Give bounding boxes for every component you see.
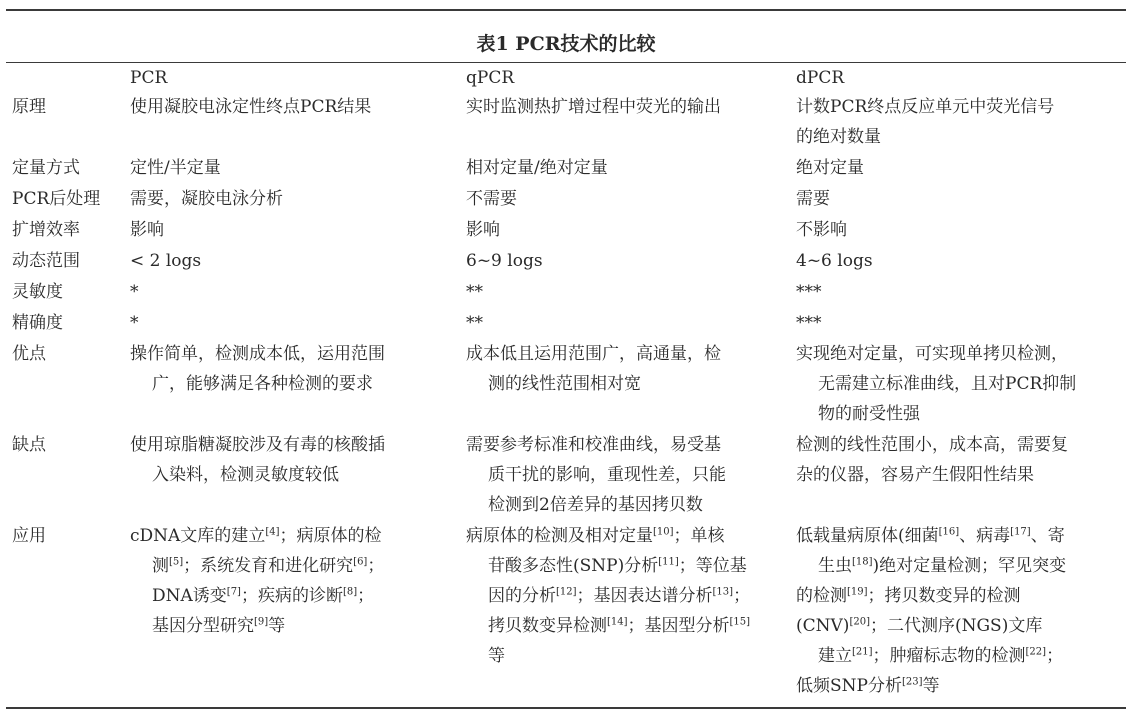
cell-line: *** xyxy=(796,313,822,333)
cell-text: 苷酸多态性(SNP)分析 xyxy=(488,556,659,576)
table-caption: 表1 PCR技术的比较 xyxy=(476,33,656,55)
cell-line: 6~9 logs xyxy=(466,251,543,271)
cell-text: 的检测 xyxy=(796,586,847,606)
citation-ref: [7] xyxy=(226,586,241,598)
header-rule xyxy=(6,62,1126,63)
cell-pcr xyxy=(130,308,466,339)
cell-pcr xyxy=(130,430,466,521)
table-row xyxy=(12,277,1122,308)
cell-line: * xyxy=(130,282,139,302)
cell-line: 的绝对数量 xyxy=(796,127,881,147)
cell-text: ；基因型分析 xyxy=(627,616,730,636)
row-label: 灵敏度 xyxy=(12,282,63,302)
cell-text: 低频SNP分析 xyxy=(796,676,902,696)
cell-pcr xyxy=(130,92,466,153)
cell-line xyxy=(796,551,1122,581)
cell-line: 4~6 logs xyxy=(796,251,873,271)
cell-line xyxy=(796,581,1122,611)
cell-line xyxy=(466,521,796,551)
cell-line xyxy=(796,641,1122,671)
row-label: 优点 xyxy=(12,344,46,364)
cell-line: 物的耐受性强 xyxy=(818,404,920,424)
cell-dpcr xyxy=(796,339,1122,430)
cell-line: 需要参考标准和校准曲线，易受基 xyxy=(466,435,721,455)
citation-ref: [20] xyxy=(849,616,870,628)
row-label: 定量方式 xyxy=(12,158,80,178)
cell-line: 测的线性范围相对宽 xyxy=(488,374,641,394)
cell-pcr xyxy=(130,153,466,184)
table-bottom-rule xyxy=(6,707,1126,709)
row-label: 应用 xyxy=(12,526,46,546)
citation-ref: [13] xyxy=(712,586,734,598)
table-top-rule xyxy=(6,9,1126,11)
cell-pcr xyxy=(130,277,466,308)
cell-qpcr xyxy=(466,521,796,702)
cell-line xyxy=(466,581,796,611)
cell-line: 操作简单，检测成本低，运用范围 xyxy=(130,344,385,364)
cell-pcr xyxy=(130,246,466,277)
cell-text: ；单核 xyxy=(673,526,725,546)
cell-dpcr xyxy=(796,153,1122,184)
cell-text: 建立 xyxy=(818,646,852,666)
cell-line: 计数PCR终点反应单元中荧光信号 xyxy=(796,97,1055,117)
citation-ref: [5] xyxy=(169,556,184,568)
cell-text: ；病原体的检 xyxy=(279,526,382,546)
row-label: 精确度 xyxy=(12,313,63,333)
citation-ref: [9] xyxy=(254,616,269,628)
header-empty xyxy=(12,66,130,92)
cell-line xyxy=(796,671,1122,701)
cell-qpcr xyxy=(466,246,796,277)
citation-ref: [15] xyxy=(729,616,751,628)
cell-qpcr xyxy=(466,92,796,153)
cell-line xyxy=(466,641,796,671)
cell-text: ；拷贝数变异的检测 xyxy=(867,586,1021,606)
cell-text: ；二代测序(NGS)文库 xyxy=(869,616,1043,636)
cell-line: 实时监测热扩增过程中荧光的输出 xyxy=(466,97,721,117)
cell-line: 影响 xyxy=(130,220,164,240)
cell-text: 等 xyxy=(268,616,286,636)
cell-line: 广，能够满足各种检测的要求 xyxy=(152,374,373,394)
table-row xyxy=(12,521,1122,702)
row-label: PCR后处理 xyxy=(12,189,101,209)
citation-ref: [10] xyxy=(653,526,674,538)
cell-text: ； xyxy=(1046,646,1064,666)
cell-line: 需要，凝胶电泳分析 xyxy=(130,189,283,209)
cell-line xyxy=(130,521,466,551)
cell-line xyxy=(796,521,1122,551)
cell-pcr xyxy=(130,184,466,215)
cell-dpcr xyxy=(796,215,1122,246)
row-label: 扩增效率 xyxy=(12,220,80,240)
cell-text: ；系统发育和进化研究 xyxy=(183,556,354,576)
cell-line: 成本低且运用范围广，高通量，检 xyxy=(466,344,721,364)
cell-dpcr xyxy=(796,246,1122,277)
cell-line: ** xyxy=(466,282,483,302)
cell-text: 拷贝数变异检测 xyxy=(488,616,607,636)
cell-line: 实现绝对定量，可实现单拷贝检测， xyxy=(796,344,1068,364)
cell-line: 定性/半定量 xyxy=(130,158,221,178)
cell-pcr xyxy=(130,339,466,430)
citation-ref: [22] xyxy=(1025,646,1047,658)
comparison-table xyxy=(12,66,1122,702)
cell-text: ； xyxy=(367,556,385,576)
citation-ref: [11] xyxy=(658,556,679,568)
cell-dpcr xyxy=(796,277,1122,308)
table-row xyxy=(12,92,1122,153)
row-label: 原理 xyxy=(12,97,46,117)
cell-line: 质干扰的影响，重现性差，只能 xyxy=(488,465,726,485)
cell-line: 杂的仪器，容易产生假阳性结果 xyxy=(796,465,1034,485)
cell-line: *** xyxy=(796,282,822,302)
cell-text: 测 xyxy=(152,556,169,576)
cell-qpcr xyxy=(466,308,796,339)
table-row xyxy=(12,308,1122,339)
citation-ref: [16] xyxy=(938,526,960,538)
cell-text: ；疾病的诊断 xyxy=(240,586,343,606)
cell-line: 需要 xyxy=(796,189,830,209)
header-pcr: PCR xyxy=(130,68,168,88)
header-row xyxy=(12,66,1122,92)
cell-line: 使用琼脂糖凝胶涉及有毒的核酸插 xyxy=(130,435,385,455)
cell-line xyxy=(466,611,796,641)
cell-text: 基因分型研究 xyxy=(152,616,254,636)
cell-text: 等 xyxy=(922,676,940,696)
table-row xyxy=(12,339,1122,430)
cell-text: ；等位基 xyxy=(678,556,747,576)
cell-line xyxy=(796,611,1122,641)
cell-text: ； xyxy=(357,586,375,606)
cell-line xyxy=(130,581,466,611)
citation-ref: [4] xyxy=(265,526,280,538)
cell-line: 使用凝胶电泳定性终点PCR结果 xyxy=(130,97,372,117)
cell-text: DNA诱变 xyxy=(152,586,227,606)
cell-pcr xyxy=(130,215,466,246)
cell-line: 绝对定量 xyxy=(796,158,864,178)
cell-line xyxy=(130,551,466,581)
table-row xyxy=(12,153,1122,184)
header-qpcr: qPCR xyxy=(466,68,515,88)
cell-pcr xyxy=(130,521,466,702)
citation-ref: [12] xyxy=(556,586,577,598)
cell-text: cDNA文库的建立 xyxy=(130,526,266,546)
cell-qpcr xyxy=(466,277,796,308)
citation-ref: [6] xyxy=(353,556,368,568)
table-row xyxy=(12,430,1122,521)
cell-dpcr xyxy=(796,308,1122,339)
cell-line: 入染料，检测灵敏度较低 xyxy=(152,465,339,485)
citation-ref: [8] xyxy=(342,586,358,598)
table-row xyxy=(12,184,1122,215)
cell-text: 、寄 xyxy=(1030,526,1065,546)
row-label: 动态范围 xyxy=(12,251,80,271)
cell-qpcr xyxy=(466,339,796,430)
citation-ref: [19] xyxy=(847,586,868,598)
cell-line xyxy=(130,611,466,641)
citation-ref: [21] xyxy=(852,646,873,658)
cell-qpcr xyxy=(466,430,796,521)
cell-line: 相对定量/绝对定量 xyxy=(466,158,608,178)
citation-ref: [17] xyxy=(1010,526,1031,538)
header-dpcr: dPCR xyxy=(796,68,845,88)
cell-line xyxy=(466,551,796,581)
cell-qpcr xyxy=(466,184,796,215)
row-label: 缺点 xyxy=(12,435,46,455)
cell-line: * xyxy=(130,313,139,333)
citation-ref: [23] xyxy=(901,676,923,688)
cell-qpcr xyxy=(466,153,796,184)
cell-text: 、病毒 xyxy=(959,526,1011,546)
cell-text: ；肿瘤标志物的检测 xyxy=(872,646,1026,666)
cell-line: 检测到2倍差异的基因拷贝数 xyxy=(488,495,703,515)
cell-dpcr xyxy=(796,184,1122,215)
cell-text: 病原体的检测及相对定量 xyxy=(466,526,653,546)
cell-line: 影响 xyxy=(466,220,500,240)
table-row xyxy=(12,246,1122,277)
cell-text: ；基因表达谱分析 xyxy=(576,586,713,606)
cell-line: 无需建立标准曲线，且对PCR抑制 xyxy=(818,374,1077,394)
citation-ref: [18] xyxy=(852,556,873,568)
cell-text: (CNV) xyxy=(796,616,850,636)
cell-dpcr xyxy=(796,521,1122,702)
cell-line: ** xyxy=(466,313,483,333)
cell-qpcr xyxy=(466,215,796,246)
cell-text: 因的分析 xyxy=(488,586,556,606)
cell-text: 等 xyxy=(488,646,505,666)
cell-text: ； xyxy=(733,586,751,606)
cell-line: < 2 logs xyxy=(130,251,202,271)
citation-ref: [14] xyxy=(607,616,628,628)
cell-text: )绝对定量检测；罕见突变 xyxy=(872,556,1067,576)
cell-text: 生虫 xyxy=(818,556,852,576)
cell-text: 低载量病原体(细菌 xyxy=(796,526,939,546)
cell-dpcr xyxy=(796,92,1122,153)
cell-line: 不影响 xyxy=(796,220,847,240)
cell-dpcr xyxy=(796,430,1122,521)
table-row xyxy=(12,215,1122,246)
cell-line: 检测的线性范围小，成本高，需要复 xyxy=(796,435,1068,455)
cell-line: 不需要 xyxy=(466,189,517,209)
